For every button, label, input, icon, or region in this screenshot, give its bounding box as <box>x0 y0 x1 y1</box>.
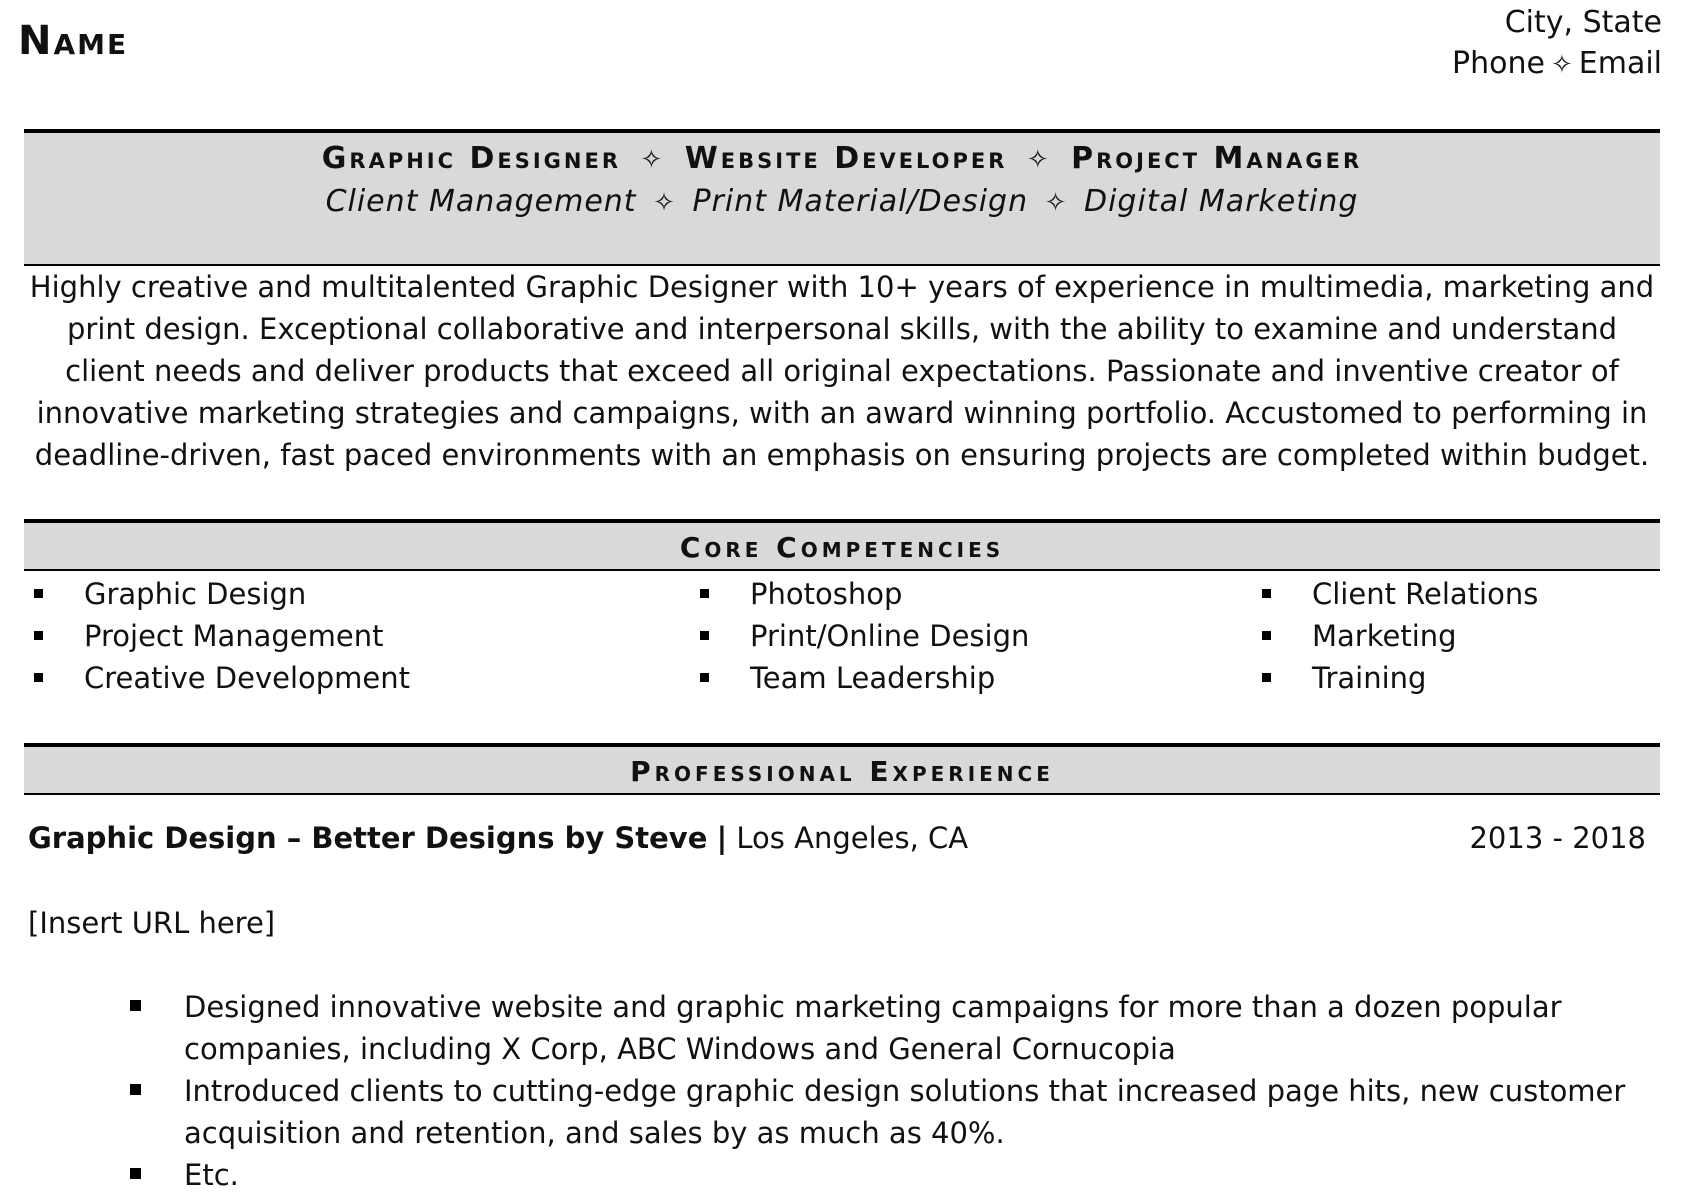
list-item <box>120 1070 1660 1154</box>
sparkle-icon: ✧ <box>640 145 666 175</box>
list-item <box>692 615 1029 657</box>
square-bullet-icon <box>130 1084 141 1095</box>
sparkle-icon: ✧ <box>1550 50 1573 80</box>
square-bullet-icon <box>130 1168 141 1179</box>
square-bullet-icon <box>1262 673 1271 682</box>
list-item <box>1254 615 1538 657</box>
square-bullet-icon <box>700 631 709 640</box>
competency-label: Project Management <box>84 619 384 653</box>
skills-line <box>24 180 1660 225</box>
list-item <box>692 657 1029 699</box>
competency-column <box>26 573 410 699</box>
list-item <box>26 573 410 615</box>
square-bullet-icon <box>700 673 709 682</box>
square-bullet-icon <box>1262 589 1271 598</box>
competency-label: Training <box>1312 661 1427 695</box>
portfolio-url: [Insert URL here] <box>28 906 276 940</box>
phone-email-line <box>1452 43 1662 86</box>
phone: Phone <box>1452 46 1545 81</box>
skill: Print Material/Design <box>692 184 1029 219</box>
list-item <box>120 986 1660 1070</box>
competency-label: Graphic Design <box>84 577 307 611</box>
summary-paragraph: Highly creative and multitalented Graphic Designer with 10+ years of experience in multimedia, marketing and print design. Exceptional collaborative and interpersonal skills, with the ability to examine and understand client needs and deliver products that exceed all original expectations. Passionate and inventive creator of innovative marketing strategies and campaigns, with an award winning portfolio. Accustomed to performing in deadline-driven, fast paced environments with an emphasis on ensuring projects are completed within budget. <box>29 270 1655 472</box>
job-bullets <box>120 986 1660 1196</box>
job-title: Project Manager <box>1071 141 1363 176</box>
competency-label: Creative Development <box>84 661 411 695</box>
competency-label: Team Leadership <box>750 661 996 695</box>
list-item <box>1254 657 1538 699</box>
square-bullet-icon <box>34 673 43 682</box>
list-item <box>26 615 410 657</box>
competency-label: Photoshop <box>750 577 903 611</box>
square-bullet-icon <box>34 631 43 640</box>
competency-column <box>692 573 1029 699</box>
job-title: Graphic Design – Better Designs by Steve <box>28 821 708 855</box>
square-bullet-icon <box>130 1000 141 1011</box>
contact-block <box>1452 2 1662 86</box>
skill: Digital Marketing <box>1084 184 1359 219</box>
core-competencies-heading: Core Competencies <box>24 519 1660 571</box>
competency-label: Print/Online Design <box>750 619 1030 653</box>
square-bullet-icon <box>700 589 709 598</box>
job-location: Los Angeles, CA <box>736 821 969 855</box>
divider: | <box>716 821 728 855</box>
resume-name: Name <box>18 18 129 64</box>
list-item <box>692 573 1029 615</box>
competency-label: Client Relations <box>1312 577 1539 611</box>
competency-column <box>1254 573 1538 699</box>
sparkle-icon: ✧ <box>653 188 676 218</box>
list-item <box>1254 573 1538 615</box>
professional-experience-heading: Professional Experience <box>24 743 1660 795</box>
bullet-text: Etc. <box>184 1158 239 1192</box>
job-titles-line <box>24 139 1660 180</box>
job-title: Graphic Designer <box>321 141 621 176</box>
email: Email <box>1578 46 1662 81</box>
square-bullet-icon <box>1262 631 1271 640</box>
bullet-text: Designed innovative website and graphic marketing campaigns for more than a dozen popular companies, including X Corp, ABC Windows and General Cornucopia <box>184 990 1562 1066</box>
title-band <box>24 129 1660 266</box>
job-dates: 2013 - 2018 <box>1469 821 1646 855</box>
bullet-text: Introduced clients to cutting-edge graphic design solutions that increased page hits, new customer acquisition and retention, and sales by as much as 40%. <box>184 1074 1626 1150</box>
job-header <box>28 818 1646 858</box>
location: City, State <box>1504 5 1662 40</box>
sparkle-icon: ✧ <box>1026 145 1052 175</box>
list-item <box>26 657 410 699</box>
sparkle-icon: ✧ <box>1044 188 1068 218</box>
competency-label: Marketing <box>1312 619 1457 653</box>
square-bullet-icon <box>34 589 43 598</box>
job-title: Website Developer <box>684 141 1008 176</box>
list-item <box>120 1154 1660 1196</box>
skill: Client Management <box>325 184 637 219</box>
